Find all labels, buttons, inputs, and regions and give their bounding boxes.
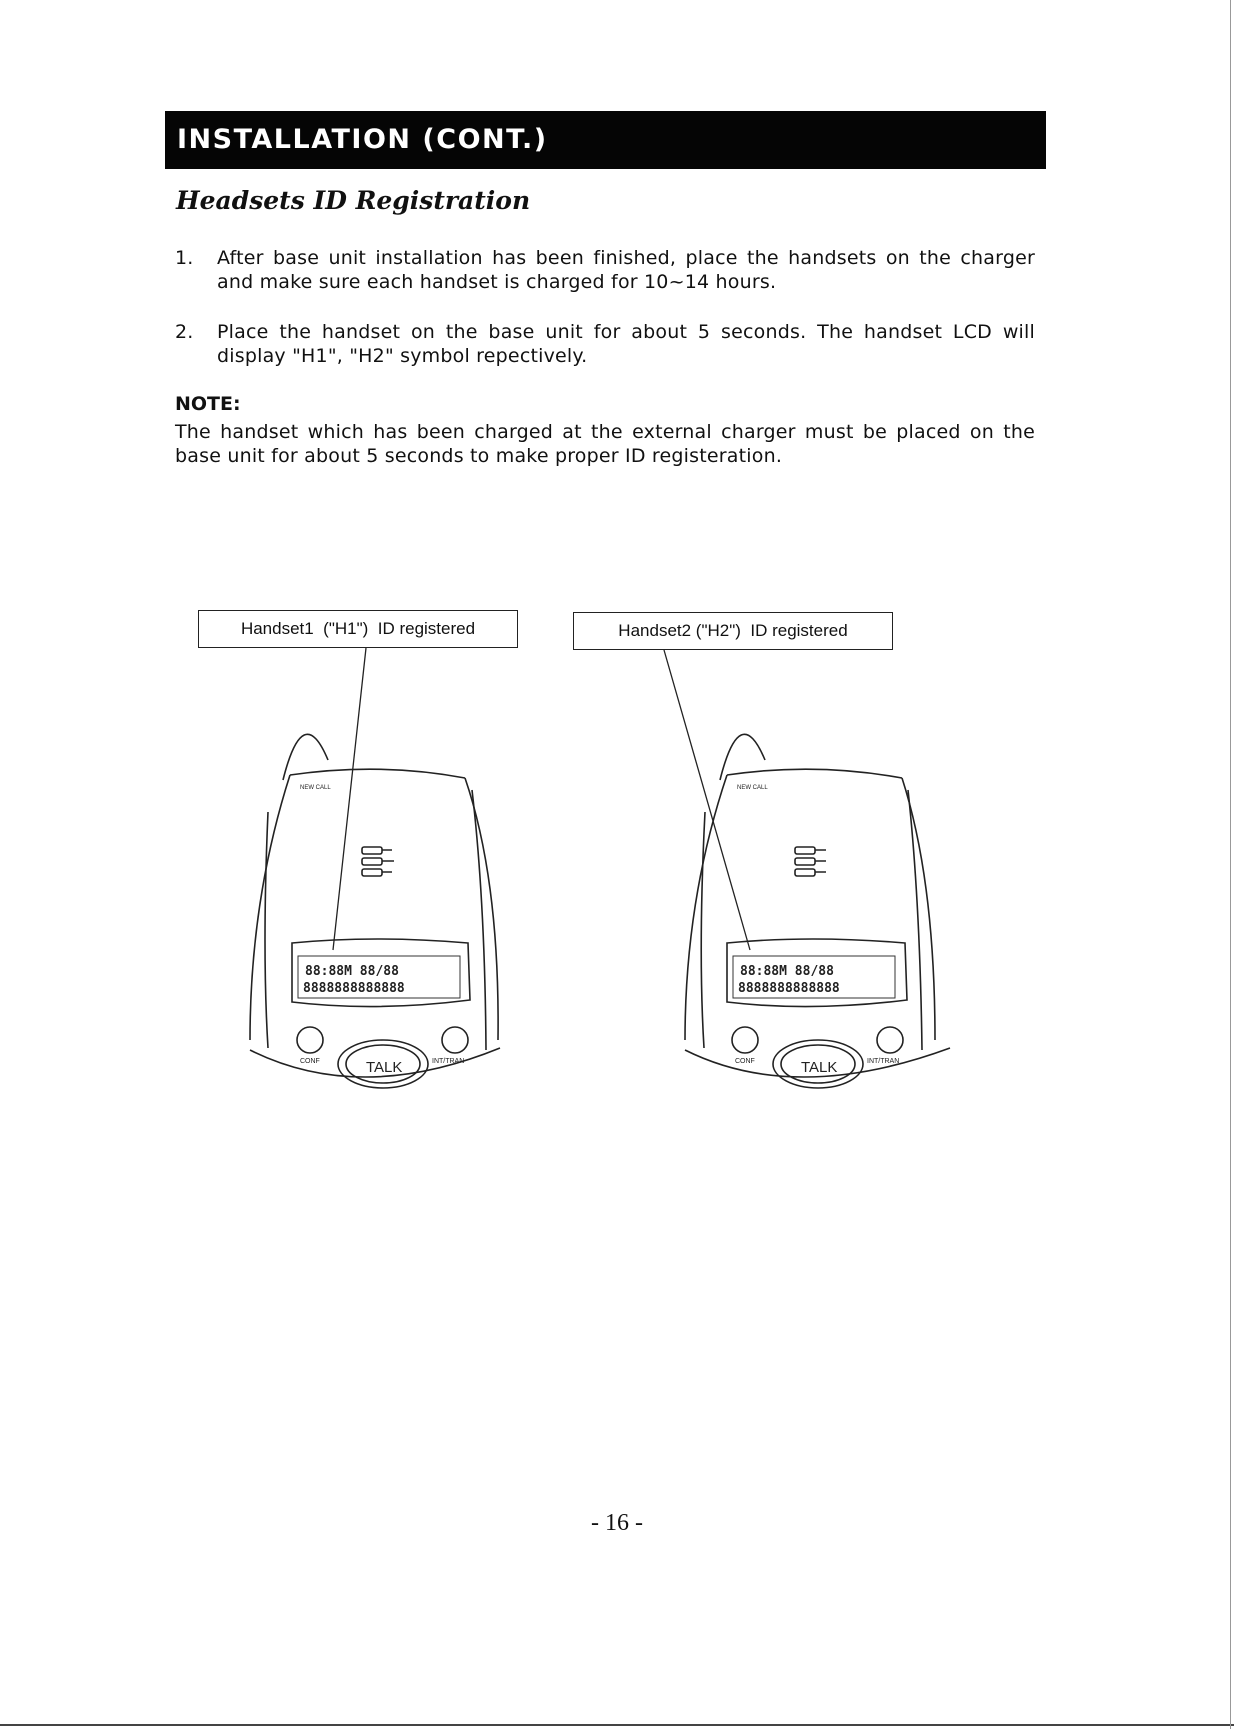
handset-1-callout: Handset1 ("H1") ID registered — [198, 610, 518, 648]
int-tran-key-label: INT/TRAN — [867, 1058, 900, 1065]
section-banner: INSTALLATION (CONT.) — [165, 111, 1046, 169]
note-label: NOTE: — [175, 393, 241, 415]
body-top-edge — [290, 769, 465, 778]
talk-key-label: TALK — [801, 1059, 838, 1076]
new-call-label: NEW CALL — [300, 785, 331, 791]
step-text: After base unit installation has been finished, place the handsets on the charger and make sure each handset is charged for 10~14 hours. — [217, 247, 1035, 293]
handset-2-figure — [664, 650, 950, 1088]
lcd-line-1: 88:88M 88/88 — [740, 964, 834, 979]
conf-key-label: CONF — [735, 1058, 755, 1065]
section-title: Headsets ID Registration — [176, 186, 531, 215]
scan-right-edge — [1230, 0, 1231, 1729]
callout-leader-line — [333, 648, 366, 950]
int-tran-key-label: INT/TRAN — [432, 1058, 465, 1065]
new-call-label: NEW CALL — [737, 785, 768, 791]
scan-bottom-edge — [0, 1724, 1234, 1726]
body-left-inner — [265, 812, 268, 1048]
step-number: 1. — [175, 247, 194, 269]
body-left-edge — [685, 775, 727, 1040]
handset-1-figure — [250, 648, 500, 1088]
page-number: - 16 - — [591, 1510, 643, 1536]
note-text: The handset which has been charged at the external charger must be placed on the base unit for about 5 seconds to make proper ID registeration. — [175, 421, 1035, 467]
talk-key-label: TALK — [366, 1059, 403, 1076]
lcd-line-1: 88:88M 88/88 — [305, 964, 399, 979]
conf-key-label: CONF — [300, 1058, 320, 1065]
lcd-line-2: 8888888888888 — [303, 981, 405, 996]
callout-leader-line — [664, 650, 750, 950]
step-text: Place the handset on the base unit for about 5 seconds. The handset LCD will display "H1", "H2" symbol repectively. — [217, 321, 1035, 367]
body-left-inner — [701, 812, 705, 1048]
body-top-edge — [727, 769, 902, 778]
handset-2-callout: Handset2 ("H2") ID registered — [573, 612, 893, 650]
body-left-edge — [250, 775, 290, 1040]
lcd-line-2: 8888888888888 — [738, 981, 840, 996]
step-number: 2. — [175, 321, 194, 343]
